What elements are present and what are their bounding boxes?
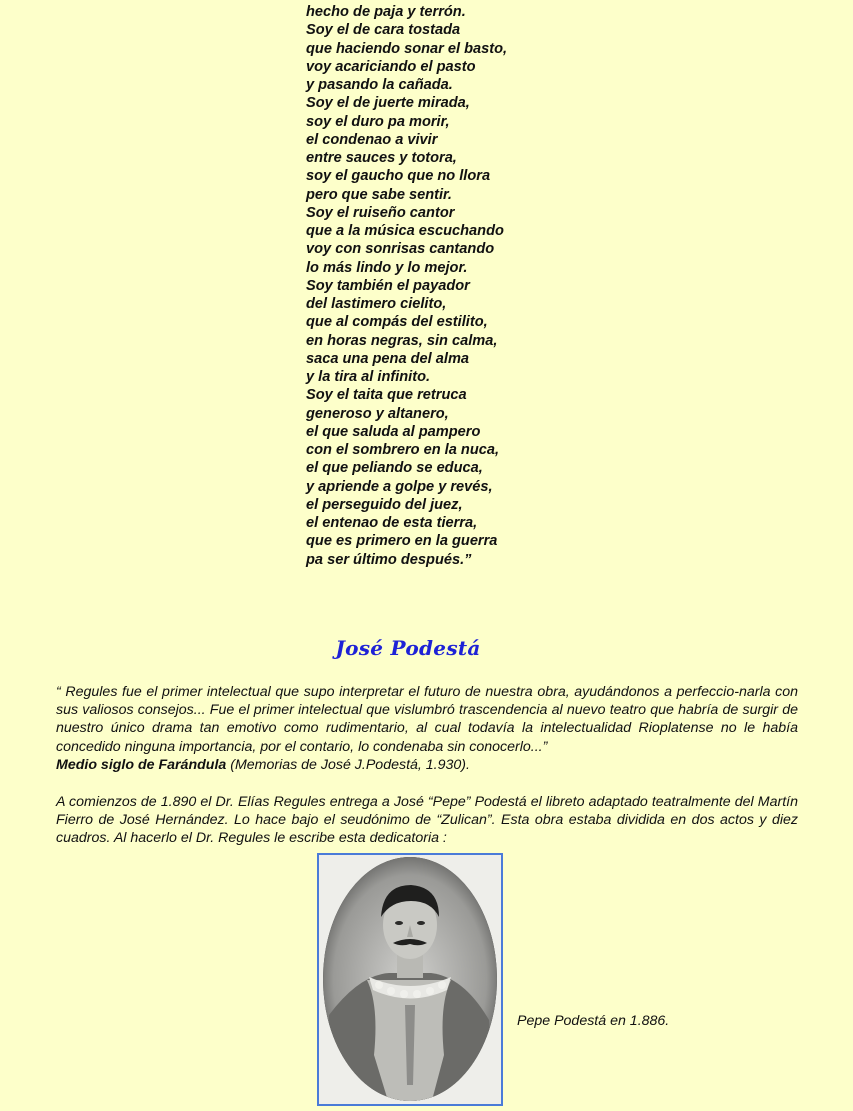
poem-line: Soy el ruiseño cantor (306, 204, 455, 221)
poem-line: que a la música escuchando (306, 223, 504, 239)
poem-line: y apriende a golpe y revés, (306, 478, 493, 495)
poem-line: que al compás del estilito, (306, 314, 488, 331)
poem-line: pero que sabe sentir. (306, 186, 452, 203)
poem-line: entre sauces y totora, (306, 150, 457, 166)
poem-line: el que saluda al pampero (306, 423, 481, 440)
poem-line: y la tira al infinito. (306, 369, 431, 385)
poem-line: generoso y altanero, (306, 405, 449, 422)
poem-line: el condenao a vivir (306, 131, 438, 148)
portrait-photo (317, 853, 503, 1106)
quote-paragraph (56, 683, 798, 774)
portrait-image (319, 855, 501, 1104)
poem-line: el entenao de esta tierra, (306, 515, 478, 531)
source-detail: (Memorias de José J.Podestá, 1.930). (226, 756, 470, 773)
poem-line: Soy el de juerte mirada, (306, 95, 470, 112)
poem-line: que haciendo sonar el basto, (306, 40, 508, 57)
poem-line: con el sombrero en la nuca, (306, 442, 500, 458)
intro-paragraph: A comienzos de 1.890 el Dr. Elías Regules entrega a José “Pepe” Podestá el libreto adaptado teatralmente del Martín Fierro de José Hernández. Lo hace bajo el seudónimo de “Zulican”. Esta obra estaba dividida en dos actos y diez cuadros. Al hacerlo el Dr. Regules le escribe esta dedicatoria : (56, 794, 798, 847)
poem-line: Soy el taita que retruca (306, 387, 467, 404)
poem-line: del lastimero cielito, (306, 296, 447, 312)
photo-caption: Pepe Podestá en 1.886. (517, 1013, 670, 1029)
poem-line: voy acariciando el pasto (306, 58, 476, 75)
poem-line: en horas negras, sin calma, (306, 332, 498, 349)
poem-line: lo más lindo y lo mejor. (306, 259, 468, 276)
poem-line: y pasando la cañada. (306, 77, 453, 93)
poem-verses (306, 3, 507, 569)
poem-line: soy el gaucho que no llora (306, 168, 491, 185)
quote-text: “ Regules fue el primer intelectual que supo interpretar el futuro de nuestra obra, ayudándonos a perfeccio-narla con sus valiosos consejos... Fue el primer intelectual que vislumbró trascendencia al nuevo teatro que habría de surgir de nuestro único drama tan emotivo como rudimentario, al cual todavía la intelectualidad Rioplatense no le había concedido ninguna importancia, por el contario, lo condenaba sin conocerlo...” (56, 684, 798, 755)
poem-line: saca una pena del alma (306, 350, 470, 367)
poem-line: que es primero en la guerra (306, 533, 498, 550)
poem-line: el que peliando se educa, (306, 460, 483, 477)
poem-line: Soy el de cara tostada (306, 22, 461, 39)
poem-line: el perseguido del juez, (306, 496, 463, 513)
source-title: Medio siglo de Farándula (56, 756, 227, 773)
poem-line: hecho de paja y terrón. (306, 4, 466, 20)
poem-line: Soy también el payador (306, 277, 470, 294)
section-heading: José Podestá (335, 636, 481, 660)
poem-line: pa ser último después.” (306, 551, 472, 568)
poem-line: soy el duro pa morir, (306, 113, 450, 130)
poem-line: voy con sonrisas cantando (306, 241, 495, 258)
